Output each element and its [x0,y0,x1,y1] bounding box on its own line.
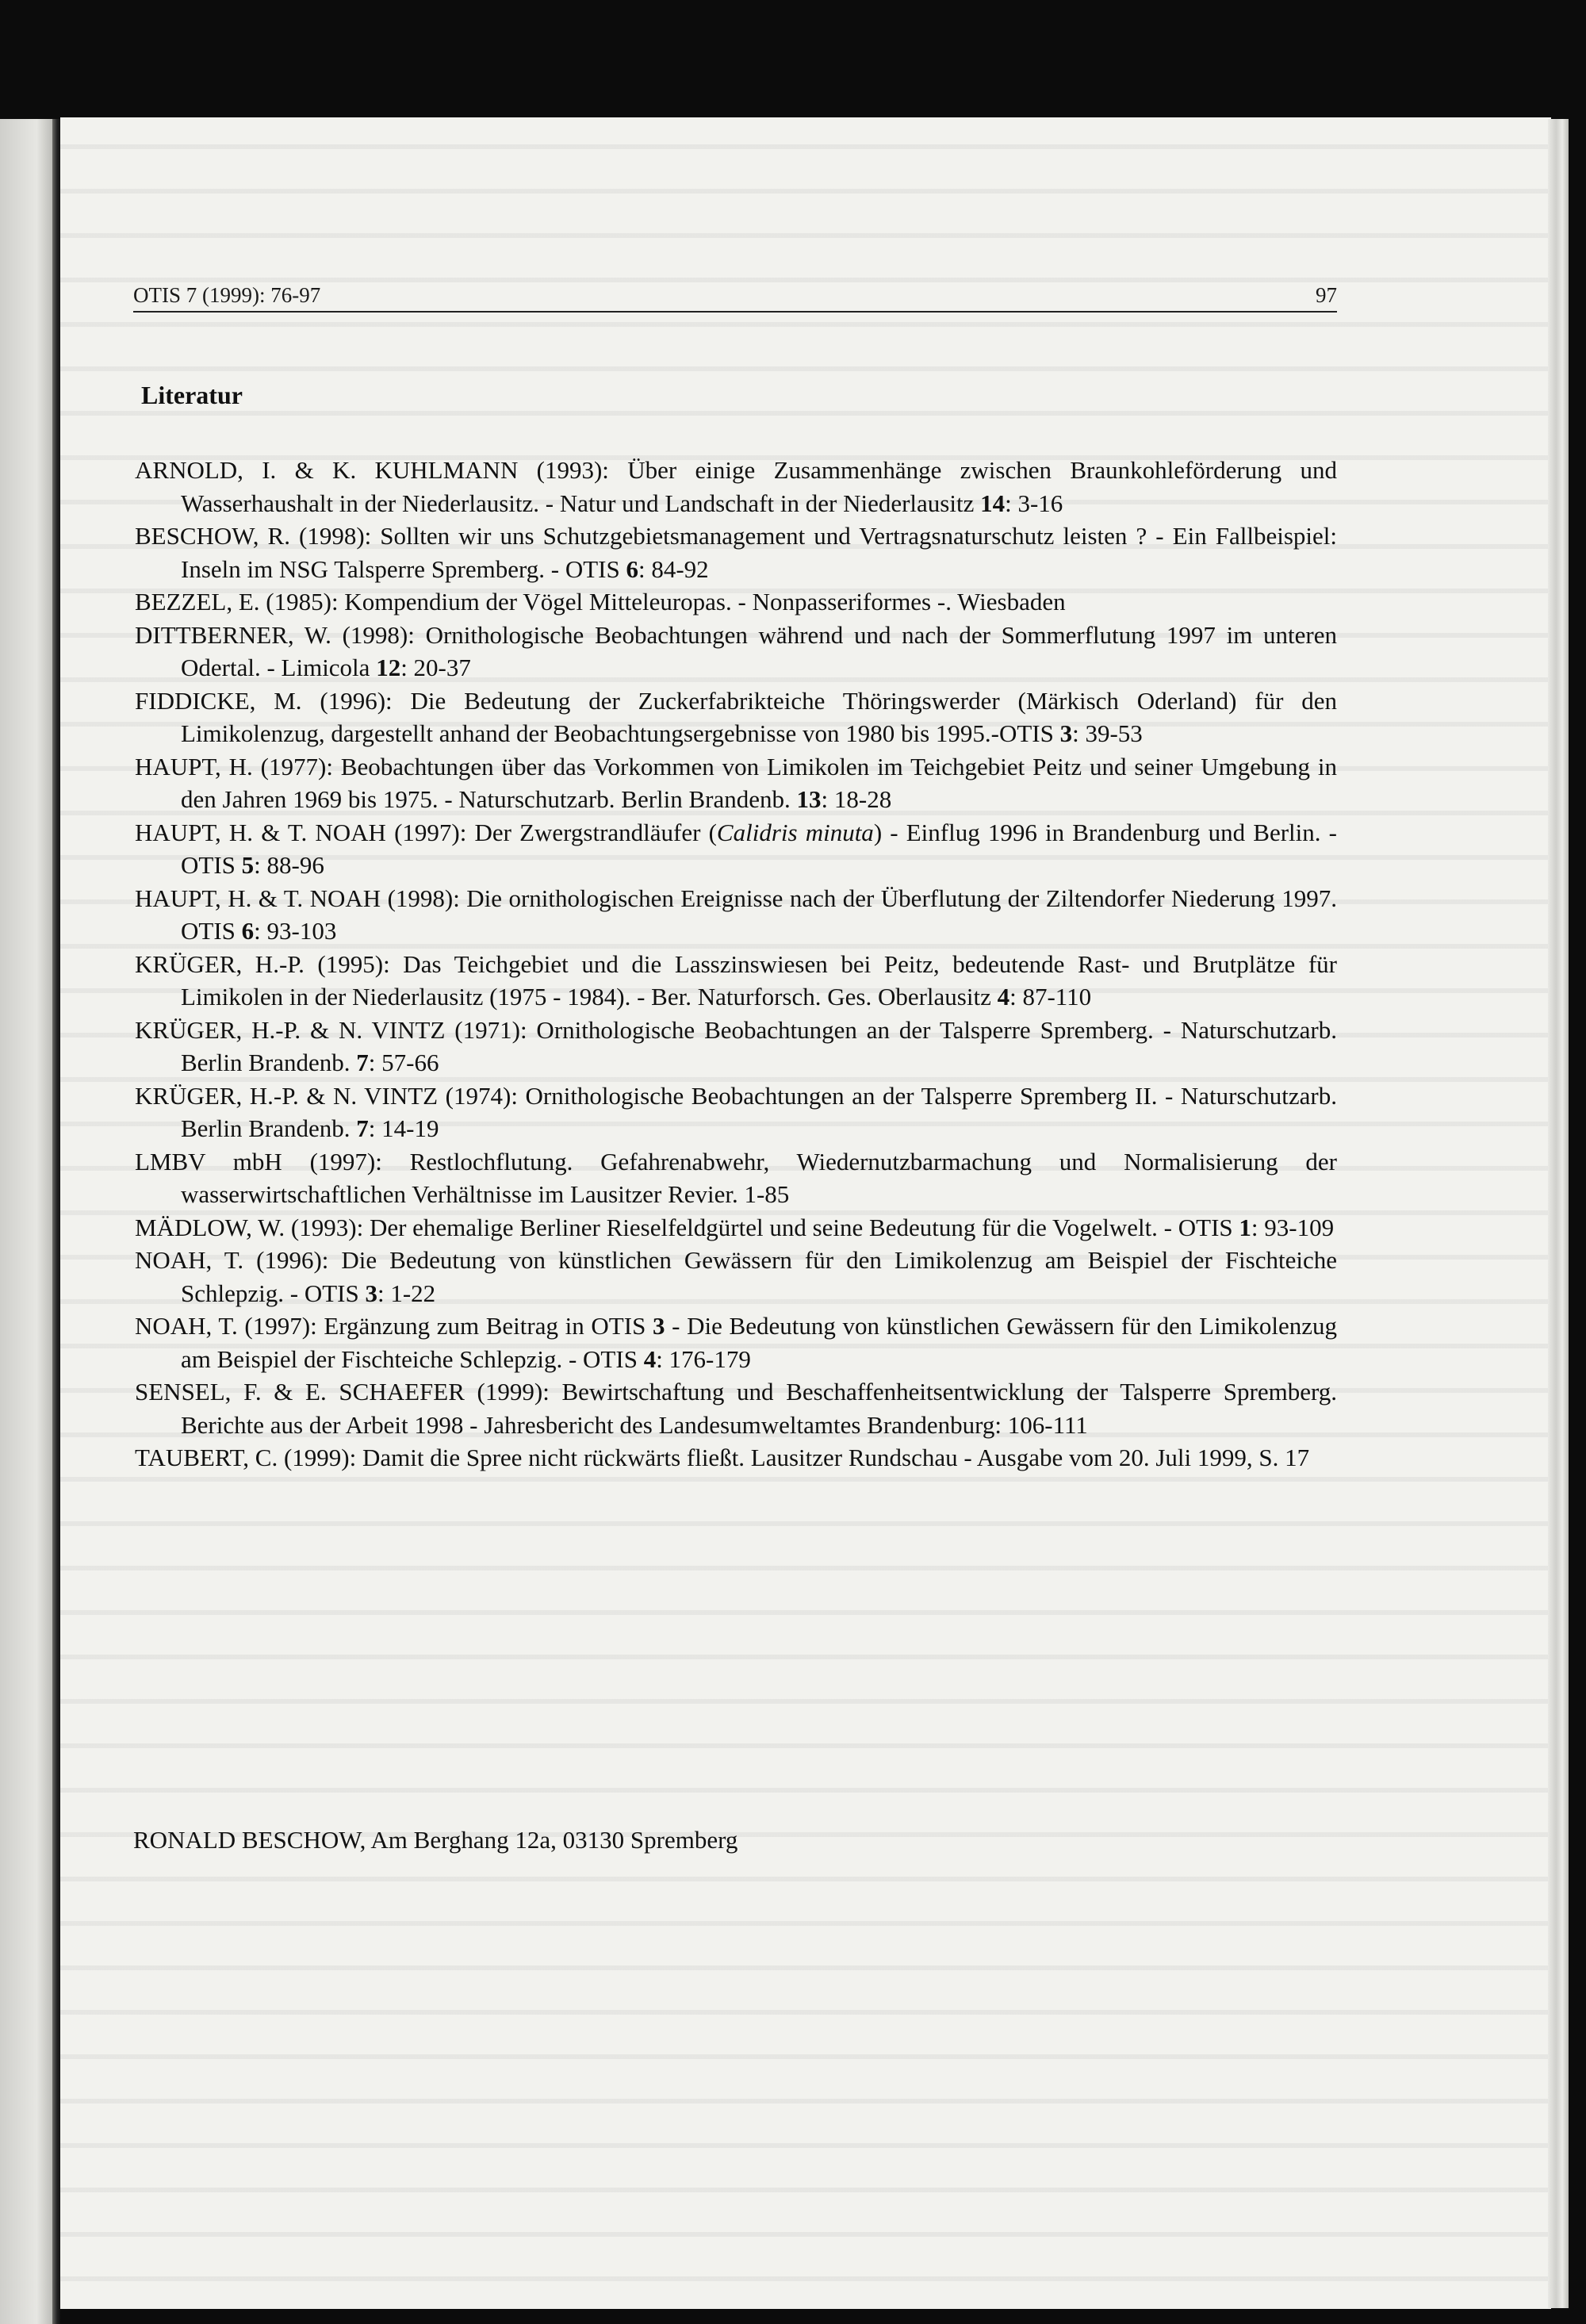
right-page-edge [1548,119,1569,2308]
reference-item: HAUPT, H. (1977): Beobachtungen über das Vorkommen von Limikolen im Teichgebiet Peitz und seiner Umgebung in den Jahren 1969 bis 1975. - Naturschutzarb. Berlin Brandenb. 13: 18-28 [135,752,1337,813]
reference-item: HAUPT, H. & T. NOAH (1998): Die ornithologischen Ereignisse nach der Überflutung der Ziltendorfer Niederung 1997. OTIS 6: 93-103 [135,884,1337,945]
reference-list [135,454,1337,1475]
reference-item: TAUBERT, C. (1999): Damit die Spree nicht rückwärts fließt. Lausitzer Rundschau - Ausgabe vom 20. Juli 1999, S. 17 [135,1444,1310,1471]
reference-item: ARNOLD, I. & K. KUHLMANN (1993): Über einige Zusammenhänge zwischen Braunkohleförderung und Wasserhaushalt in der Niederlausitz. - Natur und Landschaft in der Niederlausitz 14: 3-16 [135,456,1337,517]
reference-item: KRÜGER, H.-P. (1995): Das Teichgebiet und die Lasszinswiesen bei Peitz, bedeutende Rast- und Brutplätze für Limikolen in der Niederlausitz (1975 - 1984). - Ber. Naturforsch. Ges. Oberlausitz 4: 87-110 [135,949,1337,1011]
left-page-edge [0,119,52,2324]
reference-item: NOAH, T. (1997): Ergänzung zum Beitrag in OTIS 3 - Die Bedeutung von künstlichen Gewässern für den Limikolenzug am Beispiel der Fischteiche Schlepzig. - OTIS 4: 176-179 [135,1312,1337,1373]
reference-item: DITTBERNER, W. (1998): Ornithologische Beobachtungen während und nach der Sommerflutung 1997 im unteren Odertal. - Limicola 12: 20-37 [135,620,1337,681]
reference-item: HAUPT, H. & T. NOAH (1997): Der Zwergstrandläufer (Calidris minuta) - Einflug 1996 in Brandenburg und Berlin. - OTIS 5: 88-96 [135,818,1337,879]
reference-item: MÄDLOW, W. (1993): Der ehemalige Berliner Rieselfeldgürtel und seine Bedeutung für die Vogelwelt. - OTIS 1: 93-109 [135,1213,1335,1241]
journal-citation: OTIS 7 (1999): 76-97 [133,283,321,307]
reference-item: SENSEL, F. & E. SCHAEFER (1999): Bewirtschaftung und Beschaffenheitsentwicklung der Talsperre Spremberg. Berichte aus der Arbeit 1998 - Jahresbericht des Landesumweltamtes Brandenburg: 106-111 [135,1378,1337,1439]
section-heading: Literatur [141,381,243,409]
page-number: 97 [1316,283,1337,307]
book-gutter [52,119,60,2324]
reference-item: LMBV mbH (1997): Restlochflutung. Gefahrenabwehr, Wiedernutzbarmachung und Normalisierung der wasserwirtschaftlichen Verhältnisse im Lausitzer Revier. 1-85 [135,1147,1337,1208]
running-header [133,279,1337,313]
reference-item: BESCHOW, R. (1998): Sollten wir uns Schutzgebietsmanagement und Vertragsnaturschutz leisten ? - Ein Fallbeispiel: Inseln im NSG Talsperre Spremberg. - OTIS 6: 84-92 [135,522,1337,583]
author-address: RONALD BESCHOW, Am Berghang 12a, 03130 Spremberg [133,1826,738,1854]
reference-item: BEZZEL, E. (1985): Kompendium der Vögel Mitteleuropas. - Nonpasseriformes -. Wiesbaden [135,588,1066,616]
reference-item: NOAH, T. (1996): Die Bedeutung von künstlichen Gewässern für den Limikolenzug am Beispiel der Fischteiche Schlepzig. - OTIS 3: 1-22 [135,1246,1337,1307]
reference-item: FIDDICKE, M. (1996): Die Bedeutung der Zuckerfabrikteiche Thöringswerder (Märkisch Oderland) für den Limikolenzug, dargestellt anhand der Beobachtungsergebnisse von 1980 bis 1995.-OTIS 3: 39-53 [135,686,1337,747]
reference-item: KRÜGER, H.-P. & N. VINTZ (1974): Ornithologische Beobachtungen an der Talsperre Spremberg II. - Naturschutzarb. Berlin Brandenb. 7: 14-19 [135,1081,1337,1142]
reference-item: KRÜGER, H.-P. & N. VINTZ (1971): Ornithologische Beobachtungen an der Talsperre Spremberg. - Naturschutzarb. Berlin Brandenb. 7: 57-66 [135,1015,1337,1076]
